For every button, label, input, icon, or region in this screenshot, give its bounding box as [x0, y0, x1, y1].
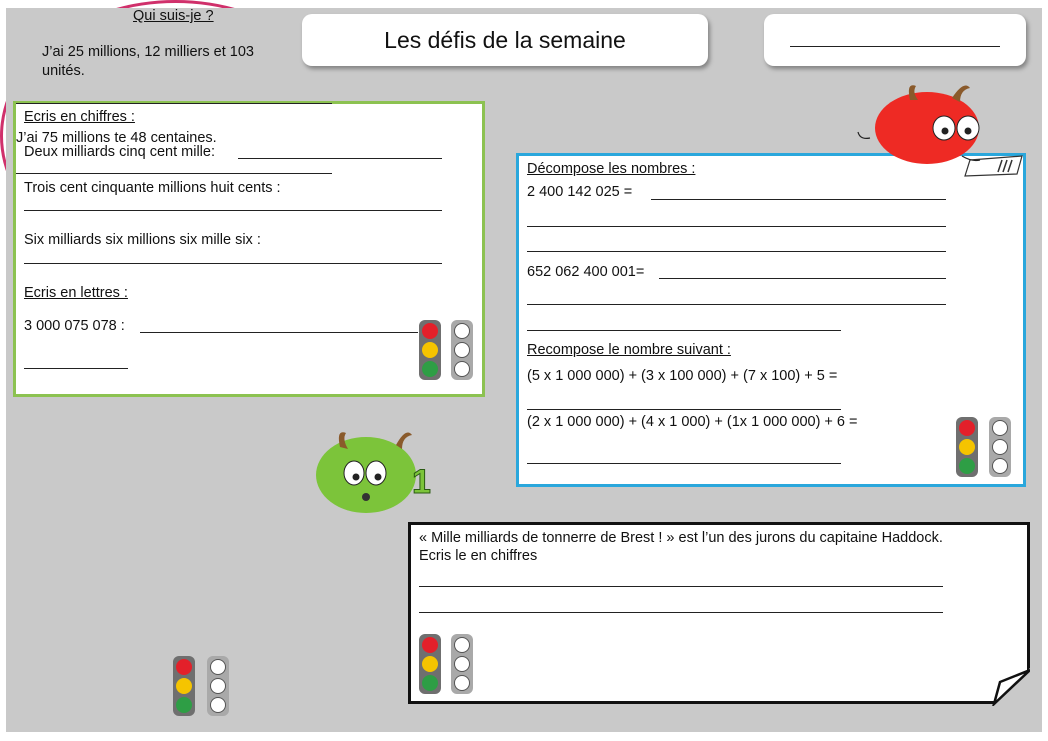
traffic-light-icon: [419, 320, 441, 380]
blue-answer-line[interactable]: [527, 330, 841, 331]
blue-item-4: (2 x 1 000 000) + (4 x 1 000) + (1x 1 000 000) + 6 =: [527, 414, 858, 430]
green-answer-line[interactable]: [24, 368, 128, 369]
traffic-light-icon: [989, 417, 1011, 477]
haddock-line-1: « Mille milliards de tonnerre de Brest ! » est l’un des jurons du capitaine Haddock.: [419, 530, 943, 546]
traffic-light-icon: [451, 320, 473, 380]
monster-sign-digit: 1: [412, 463, 431, 501]
riddle-1-line-2: unités.: [42, 63, 85, 79]
riddle-heading: Qui suis-je ?: [133, 8, 214, 24]
traffic-light-icon: [451, 634, 473, 694]
riddle-answer-line[interactable]: [16, 103, 332, 104]
green-answer-line[interactable]: [238, 158, 442, 159]
blue-answer-line[interactable]: [527, 304, 946, 305]
green-item-1: Deux milliards cinq cent mille:: [24, 144, 215, 160]
blue-exercise-box: [516, 153, 1026, 487]
traffic-light-icon: [173, 656, 195, 716]
haddock-answer-line[interactable]: [419, 612, 943, 613]
riddle-1-line-1: J’ai 25 millions, 12 milliers et 103: [42, 44, 254, 60]
green-monster-icon: [308, 425, 438, 520]
green-answer-line[interactable]: [24, 210, 442, 211]
page-curl-icon: [992, 668, 1030, 706]
page-title: Les défis de la semaine: [302, 14, 708, 66]
blue-answer-line[interactable]: [527, 463, 841, 464]
green-heading-digits: Ecris en chiffres :: [24, 109, 135, 125]
green-item-2: Trois cent cinquante millions huit cents :: [24, 180, 281, 196]
blue-item-2: 652 062 400 001=: [527, 264, 645, 280]
blue-answer-line[interactable]: [651, 199, 946, 200]
blue-heading-recompose: Recompose le nombre suivant :: [527, 342, 731, 358]
traffic-light-icon: [956, 417, 978, 477]
haddock-line-2: Ecris le en chiffres: [419, 548, 538, 564]
traffic-light-icon: [419, 634, 441, 694]
traffic-light-icon: [207, 656, 229, 716]
haddock-answer-line[interactable]: [419, 586, 943, 587]
blue-answer-line[interactable]: [659, 278, 946, 279]
name-box: [764, 14, 1026, 66]
blue-item-3: (5 x 1 000 000) + (3 x 100 000) + (7 x 100) + 5 =: [527, 368, 838, 384]
blue-item-1: 2 400 142 025 =: [527, 184, 633, 200]
riddle-2: J’ai 75 millions te 48 centaines.: [16, 130, 217, 146]
name-answer-line[interactable]: [790, 46, 1000, 47]
green-item-4: 3 000 075 078 :: [24, 318, 125, 334]
green-heading-letters: Ecris en lettres :: [24, 285, 128, 301]
blue-answer-line[interactable]: [527, 251, 946, 252]
haddock-exercise-box: [408, 522, 1030, 704]
green-answer-line[interactable]: [140, 332, 418, 333]
blue-heading-decompose: Décompose les nombres :: [527, 161, 696, 177]
blue-answer-line[interactable]: [527, 409, 841, 410]
riddle-answer-line[interactable]: [16, 173, 332, 174]
red-monster-icon: [852, 78, 1027, 178]
green-answer-line[interactable]: [24, 263, 442, 264]
blue-answer-line[interactable]: [527, 226, 946, 227]
green-item-3: Six milliards six millions six mille six :: [24, 232, 261, 248]
